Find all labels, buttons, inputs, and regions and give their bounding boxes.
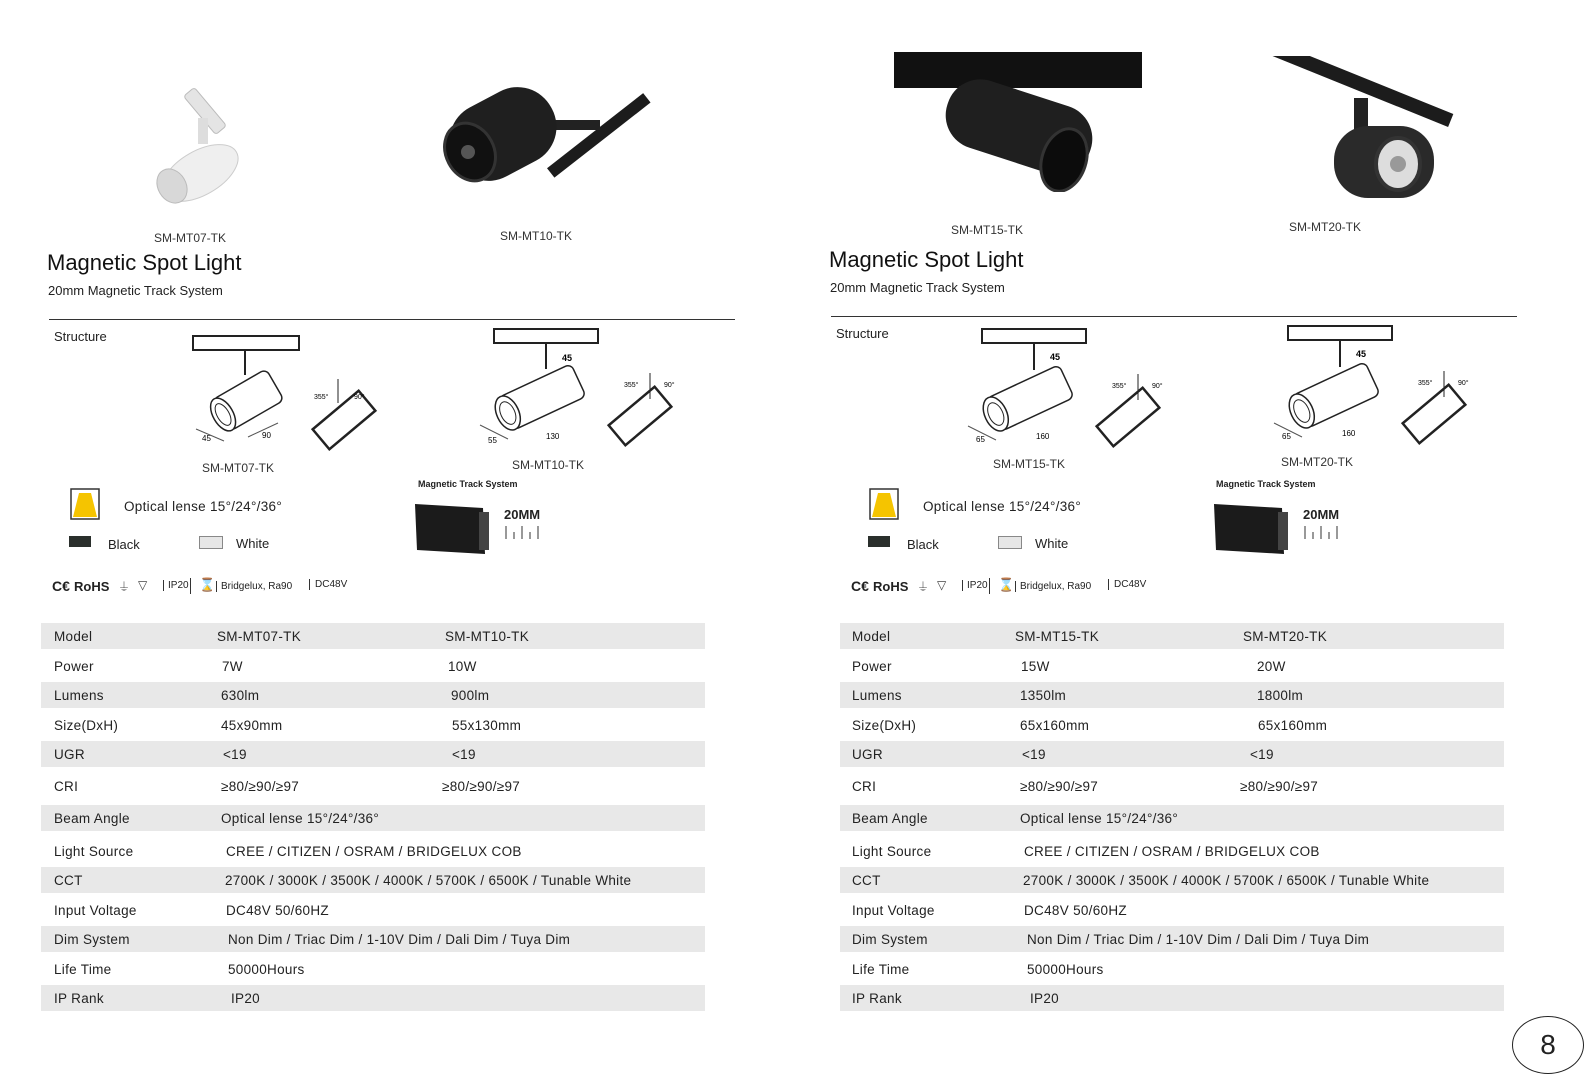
table-row: Model SM-MT15-TK SM-MT20-TK	[840, 623, 1504, 649]
ce-mark: C€	[851, 578, 869, 594]
table-row: Input Voltage DC48V 50/60HZ	[54, 903, 329, 918]
optical-label: Optical lense 15°/24°/36°	[923, 499, 1082, 514]
rotation-355: 355°	[314, 394, 329, 401]
dim-d: 65	[1282, 432, 1291, 441]
table-row: CRI ≥80/≥90/≥97 ≥80/≥90/≥97	[852, 779, 1319, 794]
table-row: Power 7W 10W	[54, 659, 477, 674]
table-row: IP Rank IP20	[840, 985, 1504, 1011]
structure-diagram-1	[188, 333, 378, 461]
diagram-caption-2: SM-MT20-TK	[1281, 455, 1353, 469]
track-label: Magnetic Track System	[1216, 479, 1316, 489]
rotation-355: 355°	[1418, 380, 1433, 387]
product-photo-white-spot	[140, 78, 270, 213]
table-row: CCT 2700K / 3000K / 3500K / 4000K / 5700K / 6500K / Tunable White	[41, 867, 705, 893]
dim-h: 160	[1036, 432, 1050, 441]
product-caption-1: SM-MT15-TK	[951, 223, 1023, 237]
voltage-mark: DC48V	[309, 579, 347, 590]
table-row: Input Voltage DC48V 50/60HZ	[852, 903, 1127, 918]
color-swatch-white	[199, 536, 223, 549]
structure-diagram-2	[1268, 323, 1478, 451]
color-swatch-black	[868, 536, 890, 547]
product-photo-mt15	[894, 52, 1144, 192]
dim-d: 45	[202, 434, 211, 443]
table-row: Light Source CREE / CITIZEN / OSRAM / BRIDGELUX COB	[54, 844, 522, 859]
table-row: IP Rank IP20	[41, 985, 705, 1011]
page-title: Magnetic Spot Light	[47, 250, 242, 275]
rotation-355: 355°	[1112, 383, 1127, 390]
dim-h: 160	[1342, 429, 1356, 438]
table-row: Dim System Non Dim / Triac Dim / 1-10V Dim / Dali Dim / Tuya Dim	[41, 926, 705, 952]
table-row: UGR <19 <19	[840, 741, 1504, 767]
rotation-90: 90°	[354, 394, 365, 401]
table-row: Size(DxH) 65x160mm 65x160mm	[852, 718, 1328, 733]
rohs-mark: RoHS	[873, 579, 909, 594]
certification-row	[851, 578, 1151, 598]
chip-mark: Bridgelux, Ra90	[1015, 581, 1091, 592]
class-icon: ⏚	[118, 580, 131, 594]
table-row: CCT 2700K / 3000K / 3500K / 4000K / 5700K / 6500K / Tunable White	[840, 867, 1504, 893]
rotation-90: 90°	[1458, 380, 1469, 387]
diagram-caption-1: SM-MT07-TK	[202, 461, 274, 475]
color-swatch-black	[69, 536, 91, 547]
table-row: Life Time 50000Hours	[54, 962, 305, 977]
table-row: Dim System Non Dim / Triac Dim / 1-10V Dim / Dali Dim / Tuya Dim	[840, 926, 1504, 952]
track-scale-icon	[1304, 524, 1344, 540]
ce-mark: C€	[52, 578, 70, 594]
dim-top: 45	[562, 353, 573, 363]
track-size: 20MM	[1303, 507, 1340, 522]
rohs-mark: RoHS	[74, 579, 110, 594]
table-row: Power 15W 20W	[852, 659, 1286, 674]
page-title: Magnetic Spot Light	[829, 247, 1024, 272]
optical-lens-icon	[869, 488, 899, 520]
color-label-black: Black	[907, 537, 939, 552]
triangle-icon: ▽	[937, 578, 947, 592]
color-label-white: White	[236, 536, 270, 551]
divider	[831, 316, 1517, 317]
dim-h: 130	[546, 432, 560, 441]
rotation-90: 90°	[664, 382, 675, 389]
table-row: Light Source CREE / CITIZEN / OSRAM / BRIDGELUX COB	[852, 844, 1320, 859]
track-size: 20MM	[504, 507, 541, 522]
dim-top: 45	[1050, 352, 1061, 362]
optical-lens-icon	[70, 488, 100, 520]
certification-row	[52, 578, 352, 598]
chip-mark: Bridgelux, Ra90	[216, 581, 292, 592]
ip-mark: IP20	[163, 580, 189, 591]
dim-h: 90	[262, 431, 271, 440]
rotation-355: 355°	[624, 382, 639, 389]
product-caption-2: SM-MT10-TK	[500, 229, 572, 243]
table-row: Model SM-MT07-TK SM-MT10-TK	[41, 623, 705, 649]
structure-label: Structure	[54, 329, 107, 344]
track-profile-image	[1212, 500, 1292, 556]
dim-top: 45	[1356, 349, 1367, 359]
bin-icon: ⌛	[199, 577, 216, 592]
dim-d: 65	[976, 435, 985, 444]
structure-diagram-2	[474, 325, 684, 453]
table-row: Beam Angle Optical lense 15°/24°/36°	[41, 805, 705, 831]
product-caption-2: SM-MT20-TK	[1289, 220, 1361, 234]
structure-label: Structure	[836, 326, 889, 341]
class-icon: ⏚	[917, 580, 930, 594]
table-row: Beam Angle Optical lense 15°/24°/36°	[840, 805, 1504, 831]
table-row: Lumens 1350lm 1800lm	[840, 682, 1504, 708]
table-row: CRI ≥80/≥90/≥97 ≥80/≥90/≥97	[54, 779, 521, 794]
table-row: UGR <19 <19	[41, 741, 705, 767]
diagram-caption-2: SM-MT10-TK	[512, 458, 584, 472]
right-page	[800, 0, 1588, 1078]
table-row: Life Time 50000Hours	[852, 962, 1104, 977]
dim-d: 55	[488, 436, 497, 445]
triangle-icon: ▽	[138, 578, 148, 592]
table-row: Lumens 630lm 900lm	[41, 682, 705, 708]
structure-diagram-1	[962, 326, 1172, 454]
page-subtitle: 20mm Magnetic Track System	[830, 280, 1005, 295]
color-swatch-white	[998, 536, 1022, 549]
rotation-90: 90°	[1152, 383, 1163, 390]
color-label-white: White	[1035, 536, 1069, 551]
track-label: Magnetic Track System	[418, 479, 518, 489]
divider	[49, 319, 735, 320]
track-profile-image	[413, 500, 493, 556]
track-scale-icon	[505, 524, 545, 540]
page-number: 8	[1512, 1016, 1584, 1074]
page-subtitle: 20mm Magnetic Track System	[48, 283, 223, 298]
optical-label: Optical lense 15°/24°/36°	[124, 499, 283, 514]
ip-mark: IP20	[962, 580, 988, 591]
product-caption-1: SM-MT07-TK	[154, 231, 226, 245]
table-row: Size(DxH) 45x90mm 55x130mm	[54, 718, 522, 733]
bin-icon: ⌛	[998, 577, 1015, 592]
diagram-caption-1: SM-MT15-TK	[993, 457, 1065, 471]
color-label-black: Black	[108, 537, 140, 552]
product-photo-mt20	[1258, 56, 1458, 204]
product-photo-black-spot	[438, 80, 668, 215]
voltage-mark: DC48V	[1108, 579, 1146, 590]
